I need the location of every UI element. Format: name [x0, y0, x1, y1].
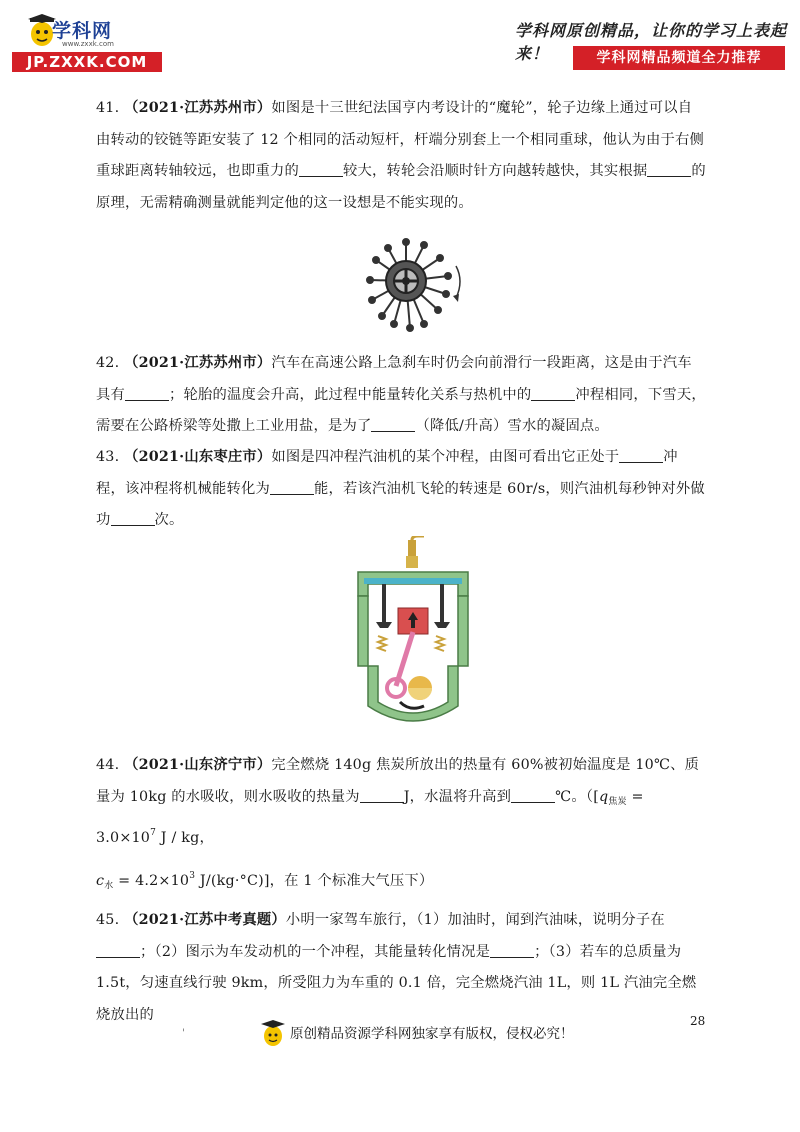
question-source: （2021·江苏苏州市）	[124, 100, 272, 116]
answer-blank[interactable]	[647, 160, 691, 177]
answer-blank[interactable]	[511, 786, 555, 803]
question-text: ；轮胎的温度会升高，此过程中能量转化关系与热机中的	[169, 386, 532, 403]
question-41	[96, 93, 706, 219]
zxxk-logo	[12, 14, 162, 74]
magic-wheel-figure	[358, 236, 468, 336]
question-text: 完全燃烧 140g 焦炭所放出的热量有 60%被初始温度是 10℃、质量为 10kg 的水吸收，则水吸收的热量为	[96, 757, 700, 805]
question-source: （2021·山东枣庄市）	[124, 449, 272, 465]
answer-blank[interactable]	[111, 509, 155, 526]
answer-blank[interactable]	[270, 478, 314, 495]
question-text: （降低/升高）雪水的凝固点。	[415, 418, 609, 434]
jp-label: JP.ZXXK.COM	[12, 52, 162, 72]
engine-stroke-figure	[354, 536, 472, 728]
copyright-footer	[260, 1018, 600, 1048]
answer-blank[interactable]	[299, 160, 343, 177]
question-text: ；（3）若车的总质量为 1.5t，匀速直线行驶 9km，所受阻力为车重的 0.1 倍，完全燃烧汽油 1L，则 1L 汽油完全燃烧放出的	[96, 943, 697, 1023]
specific-heat-formula: $c_水 = 4.2\times 10^3$ J/(kg·°C)	[96, 871, 264, 891]
question-text: 较大，转轮会沿顺时针方向越转越快，其实根据	[342, 163, 648, 179]
copyright-notice: 原创精品资源学科网独家享有版权，侵权必究！	[290, 1026, 574, 1042]
question-text: J，水温将升高到	[403, 788, 512, 805]
question-number: 44.	[96, 757, 120, 773]
question-text: 冲程，该冲程将机械能转化为	[96, 449, 678, 497]
question-text: ]，在 1 个标准大气压下）	[263, 873, 434, 889]
answer-blank[interactable]	[360, 786, 404, 803]
question-text: 的原理，无需精确测量就能判定他的这一设想是不能实现的。	[96, 163, 706, 211]
question-number: 45.	[96, 912, 120, 928]
answer-blank[interactable]	[125, 384, 169, 401]
question-source: （2021·山东济宁市）	[124, 757, 272, 773]
answer-blank[interactable]	[619, 446, 663, 463]
question-text: ，	[199, 830, 214, 846]
brand-name: 学科网	[52, 20, 113, 42]
question-source: （2021·江苏中考真题）	[124, 912, 286, 928]
question-text: ℃。（[	[555, 788, 599, 805]
question-text: 能，若该汽油机飞轮的转速是 60r/s，则汽油机每秒钟对外做功	[96, 480, 705, 528]
answer-blank[interactable]	[531, 384, 575, 401]
question-text: 冲程相同，下雪天，需要在公路桥梁等处撒上工业用盐，是为了	[96, 386, 706, 434]
fuel-heat-value-formula: $q_{焦炭} = 3.0\times 10^7$ J / kg	[96, 788, 644, 846]
question-text: ；（2）图示为车发动机的一个冲程，其能量转化情况是	[140, 943, 491, 960]
answer-blank[interactable]	[490, 941, 534, 958]
answer-blank[interactable]	[96, 941, 140, 958]
question-text: 小明一家驾车旅行，（1）加油时，闻到汽油味，说明分子在	[285, 912, 665, 928]
question-number: 42.	[96, 355, 120, 371]
question-42	[96, 348, 706, 443]
page-number: 28	[690, 1014, 706, 1028]
answer-blank[interactable]	[371, 415, 415, 432]
brand-site: www.zxxk.com	[62, 40, 114, 48]
question-number: 43.	[96, 449, 120, 465]
mascot-icon	[260, 1018, 286, 1048]
header-slogan: 学科网原创精品，让你的学习上表起来！	[515, 21, 788, 63]
question-source: （2021·江苏苏州市）	[124, 355, 272, 371]
channel-banner: 学科网精品频道全力推荐	[573, 46, 785, 70]
question-43	[96, 442, 706, 537]
question-45	[96, 905, 706, 1031]
question-text: 如图是十三世纪法国亨内考设计的“魔轮”，轮子边缘上通过可以自由转动的铰链等距安装了 12 个相同的活动短杆，杆端分别套上一个相同重球，他认为由于右侧重球距离转轴较远，也即重力的	[96, 100, 704, 179]
question-44-continued	[96, 861, 706, 903]
question-number: 41.	[96, 100, 120, 116]
question-text: 如图是四冲程汽油机的某个冲程，由图可看出它正处于	[271, 449, 620, 465]
question-text: 次。	[154, 512, 184, 528]
question-text: 汽车在高速公路上急刹车时仍会向前滑行一段距离，这是由于汽车具有	[96, 355, 692, 403]
margin-mark: '	[182, 1028, 185, 1039]
question-44	[96, 750, 706, 855]
